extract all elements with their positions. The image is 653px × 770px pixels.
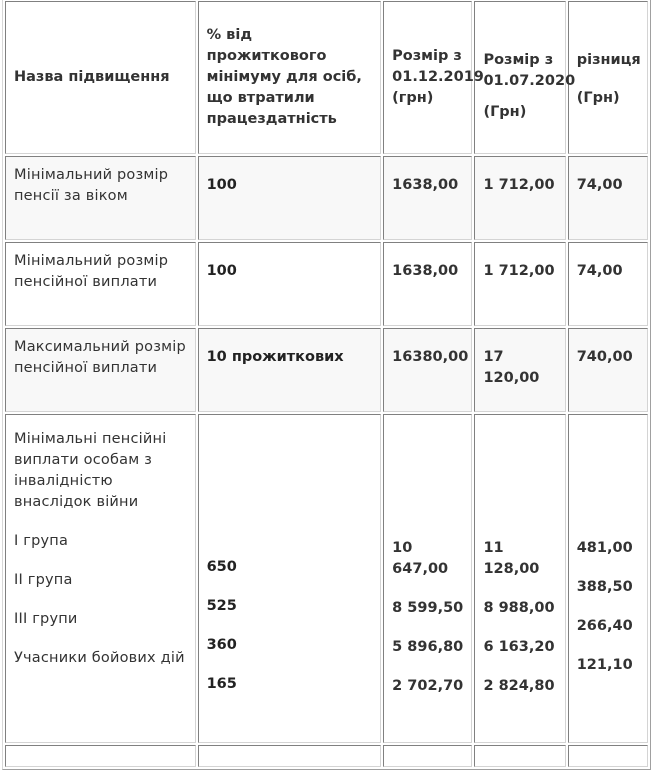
row-size-2019 xyxy=(383,156,472,240)
group-item-percent: 360 xyxy=(206,637,237,653)
group-item-diff: 388,50 xyxy=(576,579,633,595)
group-item-size-2019: 2 702,70 xyxy=(392,678,464,694)
group-item-diff: 481,00 xyxy=(576,540,633,556)
group-item-size-2020: 6 163,20 xyxy=(483,639,555,655)
row-percent-text: 100 xyxy=(206,177,237,193)
header-name xyxy=(5,1,196,154)
row-size-2019 xyxy=(383,242,472,326)
empty-cell xyxy=(5,745,196,767)
empty-cell xyxy=(474,745,565,767)
group-item-size-2019: 10 647,00 xyxy=(392,540,449,577)
row-name xyxy=(5,156,196,240)
group-item-diff: 121,10 xyxy=(576,657,633,673)
group-item-name: III групи xyxy=(14,611,78,627)
group-item-percent: 525 xyxy=(206,598,237,614)
row-diff-text: 74,00 xyxy=(576,177,623,193)
group-item-size-2019: 8 599,50 xyxy=(392,600,464,616)
header-size-2020-text: Розмір з 01.07.2020 xyxy=(483,52,576,89)
row-name xyxy=(5,242,196,326)
row-size-2019-text: 1638,00 xyxy=(392,263,459,279)
row-size-2020-text: 1 712,00 xyxy=(483,263,555,279)
row-size-2019 xyxy=(383,328,472,412)
header-size-2019 xyxy=(383,1,484,154)
row-diff-text: 740,00 xyxy=(576,349,633,365)
group-item-name: II група xyxy=(14,572,73,588)
row-percent xyxy=(198,328,382,412)
row-diff xyxy=(568,156,648,240)
group-item-size-2020: 2 824,80 xyxy=(483,678,555,694)
row-percent-text: 100 xyxy=(206,263,237,279)
group-item-size-2020: 8 988,00 xyxy=(483,600,555,616)
row-diff xyxy=(568,242,648,326)
group-names xyxy=(5,414,196,743)
empty-cell xyxy=(383,745,472,767)
row-percent-text: 10 прожиткових xyxy=(206,349,344,365)
row-size-2019-text: 16380,00 xyxy=(392,349,469,365)
group-size-2020 xyxy=(474,414,565,743)
table-row xyxy=(5,328,648,412)
row-percent xyxy=(198,156,382,240)
header-size-2019-text: Розмір з 01.12.2019 (грн) xyxy=(392,48,484,106)
pension-increase-table xyxy=(2,0,651,770)
row-size-2019-text: 1638,00 xyxy=(392,177,459,193)
row-percent xyxy=(198,242,382,326)
row-size-2020-text: 17 120,00 xyxy=(483,349,540,386)
group-diff xyxy=(568,414,648,743)
group-item-diff: 266,40 xyxy=(576,618,633,634)
header-diff xyxy=(568,1,648,154)
group-item-name: Учасники бойових дій xyxy=(14,650,185,666)
row-diff-text: 74,00 xyxy=(576,263,623,279)
group-size-2019 xyxy=(383,414,472,743)
group-item-percent: 650 xyxy=(206,559,237,575)
table-row-group xyxy=(5,414,648,743)
table-header-row xyxy=(5,1,648,154)
row-diff xyxy=(568,328,648,412)
row-name-text: Мінімальний розмір пенсійної виплати xyxy=(14,253,169,290)
header-diff-unit: (Грн) xyxy=(576,90,620,106)
pension-table-container xyxy=(2,0,651,770)
empty-cell xyxy=(568,745,648,767)
row-name-text: Максимальний розмір пенсійної виплати xyxy=(14,339,186,376)
table-row xyxy=(5,242,648,326)
row-size-2020 xyxy=(474,328,565,412)
row-size-2020 xyxy=(474,156,565,240)
group-item-percent: 165 xyxy=(206,676,237,692)
header-name-text: Назва підвищення xyxy=(14,69,170,85)
group-title: Мінімальні пенсійні виплати особам з інвалідністю внаслідок війни xyxy=(14,431,167,510)
row-size-2020-text: 1 712,00 xyxy=(483,177,555,193)
empty-cell xyxy=(198,745,382,767)
group-item-name: I група xyxy=(14,533,69,549)
table-row xyxy=(5,156,648,240)
row-name xyxy=(5,328,196,412)
header-percent xyxy=(198,1,382,154)
row-size-2020 xyxy=(474,242,565,326)
row-name-text: Мінімальний розмір пенсії за віком xyxy=(14,167,169,204)
header-size-2020 xyxy=(474,1,576,154)
group-percents xyxy=(198,414,382,743)
header-diff-text: різниця xyxy=(576,52,641,68)
group-item-size-2020: 11 128,00 xyxy=(483,540,540,577)
header-percent-text: % від прожиткового мінімуму для осіб, що втратили працездатність xyxy=(206,27,362,127)
group-item-size-2019: 5 896,80 xyxy=(392,639,464,655)
table-row-partial xyxy=(5,745,648,767)
header-size-2020-unit: (Грн) xyxy=(483,104,527,120)
